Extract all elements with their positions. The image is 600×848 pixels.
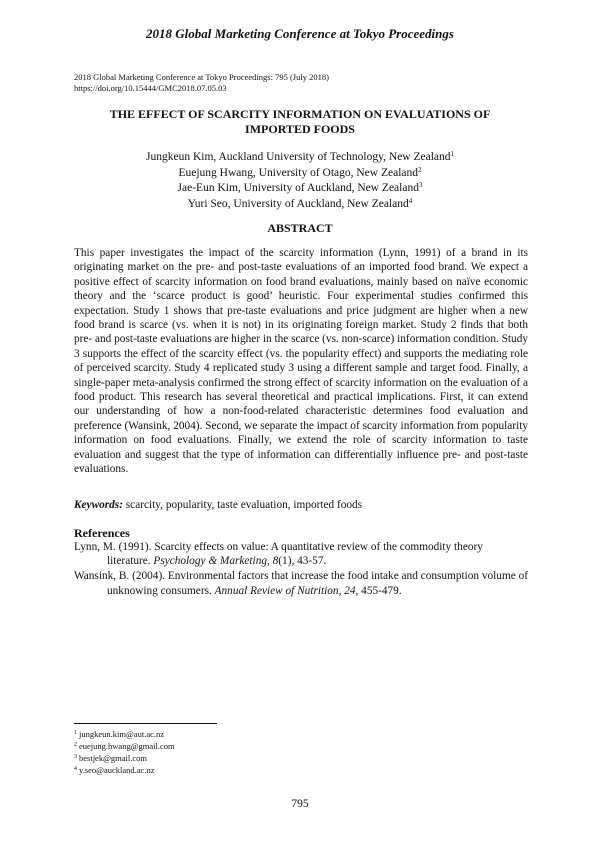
footnote-marker: 2 (418, 165, 422, 174)
keywords-text: scarcity, popularity, taste evaluation, imported foods (122, 499, 363, 511)
author-affiliation: Yuri Seo, University of Auckland, New Zealand (187, 197, 409, 210)
author-affiliation: Jae-Eun Kim, University of Auckland, New Zealand (177, 182, 419, 194)
footnote-number: 1 (74, 730, 77, 736)
author-affiliation: Jungkeun Kim, Auckland University of Technology, New Zealand (145, 151, 451, 163)
citation-block (74, 72, 534, 94)
reference-item (74, 569, 528, 597)
keywords-label: Keywords: (74, 499, 123, 511)
author-list (0, 150, 600, 212)
footnote-number: 3 (74, 754, 77, 760)
author-line (0, 197, 600, 213)
abstract-heading: ABSTRACT (267, 221, 333, 235)
reference-pages: , 455-479. (355, 584, 402, 597)
author-line (0, 181, 600, 197)
footnote-divider (74, 723, 217, 724)
paper-title (90, 107, 510, 136)
footnote-list (74, 728, 374, 776)
reference-item (74, 540, 528, 568)
reference-text: Lynn, M. (1991). Scarcity effects on value: A quantitative review of the commodity theory literature. (74, 541, 483, 568)
footnote-item (74, 752, 374, 764)
footnote-number: 2 (74, 742, 77, 748)
doi-link[interactable]: https://doi.org/10.15444/GMC2018.07.05.03 (74, 83, 227, 93)
reference-pages: (1), 43-57. (278, 555, 327, 568)
author-line (0, 150, 600, 166)
citation-line: 2018 Global Marketing Conference at Tokyo Proceedings: 795 (July 2018) (74, 72, 329, 82)
running-header: 2018 Global Marketing Conference at Tokyo Proceedings (146, 26, 454, 41)
title-line: THE EFFECT OF SCARCITY INFORMATION ON EVALUATIONS OF (109, 107, 491, 121)
footnote-item (74, 728, 374, 740)
footnote-item (74, 740, 374, 752)
author-line (0, 166, 600, 182)
author-affiliation: Euejung Hwang, University of Otago, New Zealand (178, 166, 419, 179)
footnote-marker: 3 (418, 181, 423, 189)
reference-journal: Psychology & Marketing, 8 (153, 555, 279, 568)
keywords-line (74, 498, 528, 512)
page-number: 795 (291, 798, 309, 810)
title-line: IMPORTED FOODS (245, 121, 355, 136)
footnote-marker: 4 (408, 196, 413, 205)
reference-list (74, 540, 528, 599)
references-heading: References (74, 526, 130, 540)
footnote-marker: 1 (450, 150, 455, 158)
abstract-body: This paper investigates the impact of the scarcity information (Lynn, 1991) of a brand in its originating market on the pre- and post-taste evaluations of an imported food brand. We expect a positive effect of scarcity information on food brand evaluations, mainly based on naïve economic theory and the ‘scarce product is good’ heuristic. Four experimental studies confirmed this expectation. Study 1 shows that pre-taste evaluations and price judgment are higher when a new food brand is scarce (vs. when it is not) in its originating foreign market. Study 2 finds that both pre- and post-taste evaluations are higher in the scarce (vs. non-scarce) information condition. Study 3 supports the effect of the scarcity effect (vs. the popularity effect) and supports the mediating role of perceived scarcity. Study 4 replicated study 3 using a different sample and target food. Finally, a single-paper meta-analysis confirmed the strong effect of scarcity information on the evaluation of a food product. This research has several theoretical and practical implications. First, it can extend our understanding of how a non-food-related characteristic determines food evaluation and preference (Wansink, 2004). Second, we separate the impact of scarcity information from popularity information on food evaluations. Finally, we extend the role of scarcity information to taste evaluation and suggest that the type of information can differentially influence pre- and post-taste evaluations. (74, 247, 528, 476)
footnote-item (74, 764, 374, 776)
footnote-email[interactable]: euejung.hwang@gmail.com (79, 741, 175, 751)
reference-journal: Annual Review of Nutrition, 24 (214, 584, 356, 597)
reference-text: Wansink, B. (2004). Environmental factors that increase the food intake and consumption volume of unknowing consumers. (74, 570, 528, 597)
footnote-email[interactable]: y.seo@auckland.ac.nz (79, 765, 155, 775)
footnote-email[interactable]: bestjek@gmail.com (79, 753, 148, 763)
footnote-number: 4 (74, 766, 77, 772)
footnote-email[interactable]: jungkeun.kim@aut.ac.nz (79, 729, 165, 739)
